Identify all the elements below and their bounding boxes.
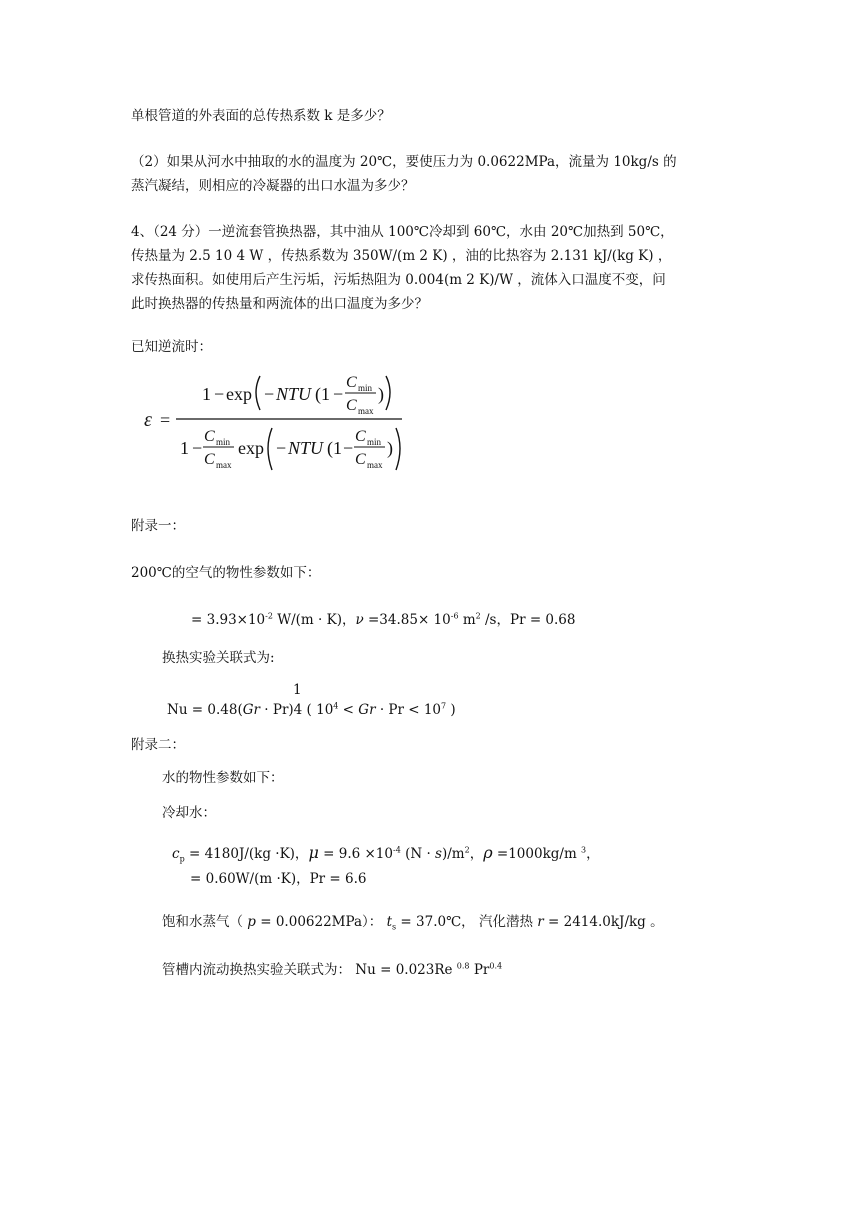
exponent-numerator: 1: [293, 682, 302, 698]
epsilon-symbol: ε: [144, 409, 152, 431]
num-cmin-sub: min: [358, 383, 373, 393]
den-ntu: NTU: [288, 438, 324, 458]
line-question-4b: 传热量为 2.5 10 4 W ，传热系数为 350W/(m 2 K) ，油的比热容为 2.131 kJ/(kg K) ，: [131, 248, 672, 264]
den-cmax-c: C: [204, 451, 215, 468]
appendix-1-heading: 附录一：: [131, 518, 185, 534]
num-minus-2: −: [264, 384, 275, 404]
effectiveness-formula: [140, 362, 410, 478]
den-cmax-c2: C: [355, 451, 366, 468]
line-question-2a: （2）如果从河水中抽取的水的温度为 20℃，要使压力为 0.0622MPa，流量为 10kg/s 的: [131, 154, 677, 170]
nu-correlation: Nu = 0.48(Gr · Pr)4 ( $10^4 < Gr \cdot Pr < 10^7$ ): [167, 701, 456, 718]
den-rp: ): [387, 438, 393, 458]
line-question-2b: 蒸汽凝结，则相应的冷凝器的出口水温为多少？: [131, 178, 415, 194]
line-question-k: 单根管道的外表面的总传热系数 k 是多少？: [131, 108, 391, 124]
cooling-water-label: 冷却水：: [162, 805, 216, 821]
num-ntu: NTU: [276, 384, 312, 404]
den-cmin-c: C: [204, 428, 215, 445]
num-cmax-c: C: [346, 397, 357, 414]
den-exp: exp: [238, 438, 264, 458]
den-cmax-sub2: max: [367, 460, 383, 470]
num-exp: exp: [226, 384, 252, 404]
den-left-paren: [268, 428, 272, 470]
num-one: 1: [202, 384, 211, 404]
water-properties-heading: 水的物性参数如下：: [162, 770, 284, 786]
num-right-paren: [386, 376, 390, 410]
den-minus-2: −: [276, 438, 287, 458]
appendix-2-heading: 附录二：: [131, 737, 185, 753]
num-lp: (1: [315, 384, 330, 404]
den-minus: −: [192, 438, 203, 458]
line-known-counterflow: 已知逆流时：: [131, 339, 212, 355]
den-minus-3: −: [343, 438, 354, 458]
den-cmin-c2: C: [355, 428, 366, 445]
correlation-heading: 换热实验关联式为:: [162, 650, 275, 666]
line-question-4d: 此时换热器的传热量和两流体的出口温度为多少？: [131, 296, 428, 312]
equals-sign: =: [160, 410, 171, 430]
num-cmin-c: C: [346, 374, 357, 391]
den-one: 1: [180, 438, 189, 458]
line-question-4a: 4、（24 分）一逆流套管换热器，其中油从 100℃冷却到 60℃，水由 20℃加热到 50℃，: [131, 224, 674, 240]
den-right-paren: [396, 428, 400, 470]
num-left-paren: [256, 376, 260, 410]
num-minus-3: −: [333, 384, 344, 404]
cooling-water-values: $c_p = 4180J/(kg \cdot K)$，$\mu = 9.6 \times 10^{-4}$ $(N \cdot s)/m^2$，ρ =1000kg/m $^3$，: [172, 843, 600, 864]
den-lp: (1: [327, 438, 342, 458]
cooling-water-values-2: = 0.60W/(m ·K)，Pr = 6.6: [190, 871, 367, 887]
den-cmin-sub2: min: [367, 437, 382, 447]
air-properties-heading: 200℃的空气的物性参数如下：: [131, 565, 321, 581]
den-cmin-sub: min: [216, 437, 231, 447]
num-minus: −: [214, 384, 225, 404]
num-rp: ): [378, 384, 384, 404]
tube-flow-correlation: 管槽内流动换热实验关联式为： Nu = 0.023Re $^{0.8}$ $Pr^{0.4}$: [162, 961, 503, 978]
den-cmax-sub: max: [216, 460, 232, 470]
line-question-4c: 求传热面积。如使用后产生污垢，污垢热阻为 0.004(m 2 K)/W ，流体入口温度不变，问: [131, 272, 666, 288]
saturated-steam-line: 饱和水蒸气（ p = 0.00622MPa）： $t_s$ = 37.0℃， 汽化潜热 r = 2414.0kJ/kg 。: [162, 914, 664, 932]
num-cmax-sub: max: [358, 406, 374, 416]
air-properties-values: = $3.93\times 10^{-2}$ W/(m · K)，$\nu =34.85\times 10^{-6}$ $m^2$ /s，Pr = 0.68: [191, 611, 576, 628]
